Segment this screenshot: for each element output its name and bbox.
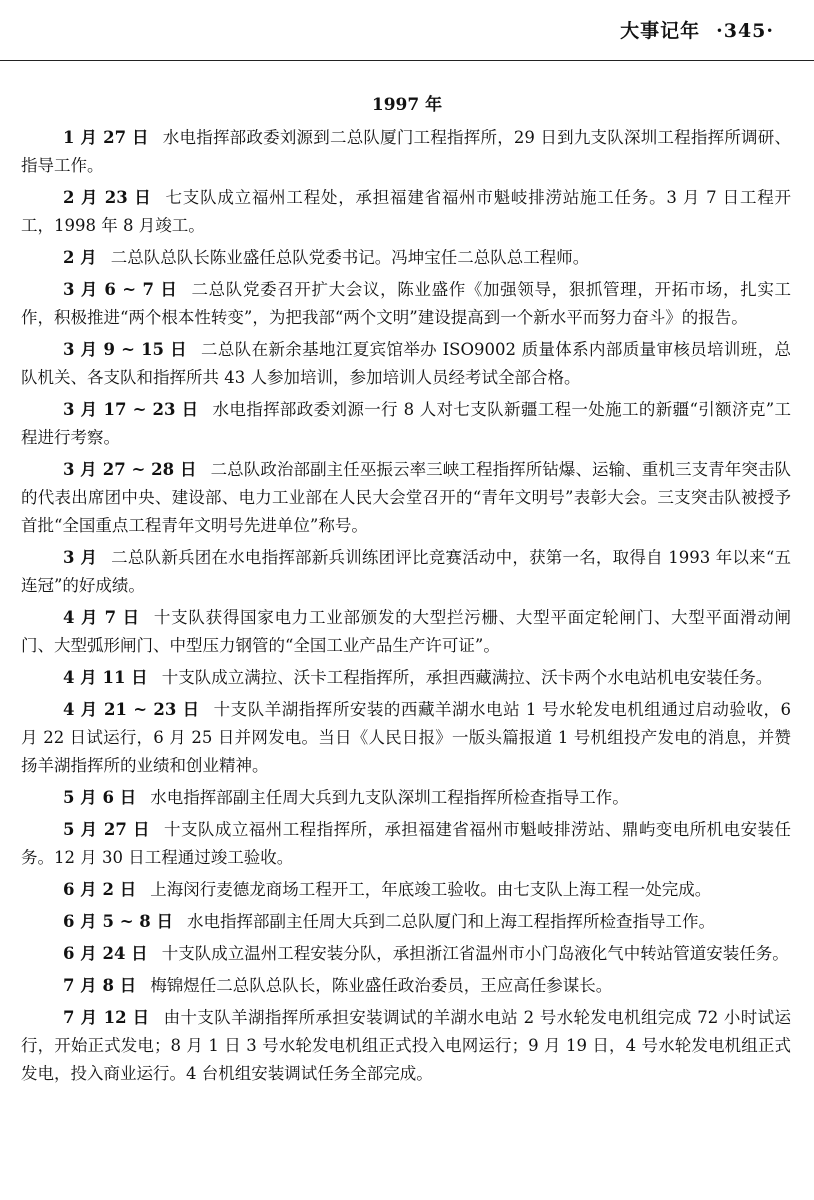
chronicle-entry <box>21 940 791 968</box>
entry-date: 3 月 6 ~ 7 日 <box>63 280 178 299</box>
entry-text: 梅锦煜任二总队总队长，陈业盛任政治委员，王应高任参谋长。 <box>150 976 613 995</box>
entry-date: 3 月 9 ~ 15 日 <box>63 340 187 359</box>
chronicle-entry <box>21 244 791 272</box>
chronicle-entry <box>21 456 791 540</box>
entry-date: 7 月 8 日 <box>63 976 137 995</box>
entry-date: 6 月 5 ~ 8 日 <box>63 912 173 931</box>
entry-text: 二总队在新余基地江夏宾馆举办 ISO9002 质量体系内部质量审核员培训班，总队机关、各支队和指挥所共 43 人参加培训，参加培训人员经考试全部合格。 <box>21 340 791 387</box>
entry-text: 由十支队羊湖指挥所承担安装调试的羊湖水电站 2 号水轮发电机组完成 72 小时试运行，开始正式发电；8 月 1 日 3 号水轮发电机组正式投入电网运行；9 月 19 日，4 号水轮发电机组正式发电，投入商业运行。4 台机组安装调试任务全部完成。 <box>21 1008 791 1083</box>
entry-date: 3 月 27 ~ 28 日 <box>63 460 197 479</box>
chronicle-entry <box>21 604 791 660</box>
entry-date: 1 月 27 日 <box>63 128 149 147</box>
chronicle-entry <box>21 544 791 600</box>
chronicle-entry <box>21 972 791 1000</box>
chronicle-entry <box>21 664 791 692</box>
chronicle-entry <box>21 124 791 180</box>
year-heading: 1997 年 <box>371 95 443 115</box>
chronicle-entry <box>21 1004 791 1088</box>
entry-date: 6 月 2 日 <box>63 880 137 899</box>
chronicle-entries <box>21 124 791 1092</box>
chronicle-entry <box>21 876 791 904</box>
chronicle-entry <box>21 696 791 780</box>
entry-text: 二总队新兵团在水电指挥部新兵训练团评比竞赛活动中，获第一名，取得自 1993 年以来“五连冠”的好成绩。 <box>21 548 792 595</box>
entry-text: 十支队获得国家电力工业部颁发的大型拦污栅、大型平面定轮闸门、大型平面滑动闸门、大型弧形闸门、中型压力钢管的“全国工业产品生产许可证”。 <box>21 608 791 655</box>
entry-date: 3 月 <box>63 548 98 567</box>
entry-text: 二总队党委召开扩大会议，陈业盛作《加强领导，狠抓管理，开拓市场，扎实工作，积极推进“两个根本性转变”，为把我部“两个文明”建设提高到一个新水平而努力奋斗》的报告。 <box>21 280 791 327</box>
entry-text: 十支队成立福州工程指挥所，承担福建省福州市魁岐排涝站、鼎屿变电所机电安装任务。12 月 30 日工程通过竣工验收。 <box>21 820 792 867</box>
entry-text: 二总队总队长陈业盛任总队党委书记。冯坤宝任二总队总工程师。 <box>110 248 590 267</box>
entry-date: 5 月 27 日 <box>63 820 150 839</box>
running-head-title: 大事记年 <box>620 20 701 42</box>
chronicle-entry <box>21 784 791 812</box>
entry-text: 水电指挥部副主任周大兵到二总队厦门和上海工程指挥所检查指导工作。 <box>187 912 715 931</box>
entry-text: 上海闵行麦德龙商场工程开工，年底竣工验收。由七支队上海工程一处完成。 <box>150 880 712 899</box>
chronicle-entry <box>21 396 791 452</box>
running-head <box>620 16 774 43</box>
entry-text: 水电指挥部政委刘源一行 8 人对七支队新疆工程一处施工的新疆“引额济克”工程进行考察。 <box>21 400 791 447</box>
entry-date: 4 月 11 日 <box>63 668 148 687</box>
chronicle-entry <box>21 908 791 936</box>
entry-text: 十支队成立满拉、沃卡工程指挥所，承担西藏满拉、沃卡两个水电站机电安装任务。 <box>161 668 773 687</box>
entry-text: 十支队羊湖指挥所安装的西藏羊湖水电站 1 号水轮发电机组通过启动验收，6 月 22 日试运行，6 月 25 日并网发电。当日《人民日报》一版头篇报道 1 号机组投产发电的消息，并赞扬羊湖指挥所的业绩和创业精神。 <box>21 700 791 775</box>
chronicle-entry <box>21 276 791 332</box>
entry-text: 二总队政治部副主任巫振云率三峡工程指挥所钻爆、运输、重机三支青年突击队的代表出席团中央、建设部、电力工业部在人民大会堂召开的“青年文明号”表彰大会。三支突击队被授予首批“全国重点工程青年文明号先进单位”称号。 <box>21 460 792 535</box>
page-number: ·345· <box>716 20 774 42</box>
entry-text: 十支队成立温州工程安装分队，承担浙江省温州市小门岛液化气中转站管道安装任务。 <box>161 944 789 963</box>
entry-date: 2 月 23 日 <box>63 188 152 207</box>
chronicle-entry <box>21 184 791 240</box>
chronicle-entry <box>21 816 791 872</box>
entry-date: 2 月 <box>63 248 97 267</box>
entry-text: 七支队成立福州工程处，承担福建省福州市魁岐排涝站施工任务。3 月 7 日工程开工，1998 年 8 月竣工。 <box>21 188 791 235</box>
entry-date: 4 月 7 日 <box>63 608 140 627</box>
entry-date: 7 月 12 日 <box>63 1008 150 1027</box>
chronicle-entry <box>21 336 791 392</box>
entry-date: 5 月 6 日 <box>63 788 137 807</box>
entry-text: 水电指挥部副主任周大兵到九支队深圳工程指挥所检查指导工作。 <box>150 788 629 807</box>
entry-date: 3 月 17 ~ 23 日 <box>63 400 199 419</box>
page-header <box>0 0 814 61</box>
entry-date: 6 月 24 日 <box>63 944 148 963</box>
entry-date: 4 月 21 ~ 23 日 <box>63 700 200 719</box>
entry-text: 水电指挥部政委刘源到二总队厦门工程指挥所，29 日到九支队深圳工程指挥所调研、指导工作。 <box>21 128 791 175</box>
